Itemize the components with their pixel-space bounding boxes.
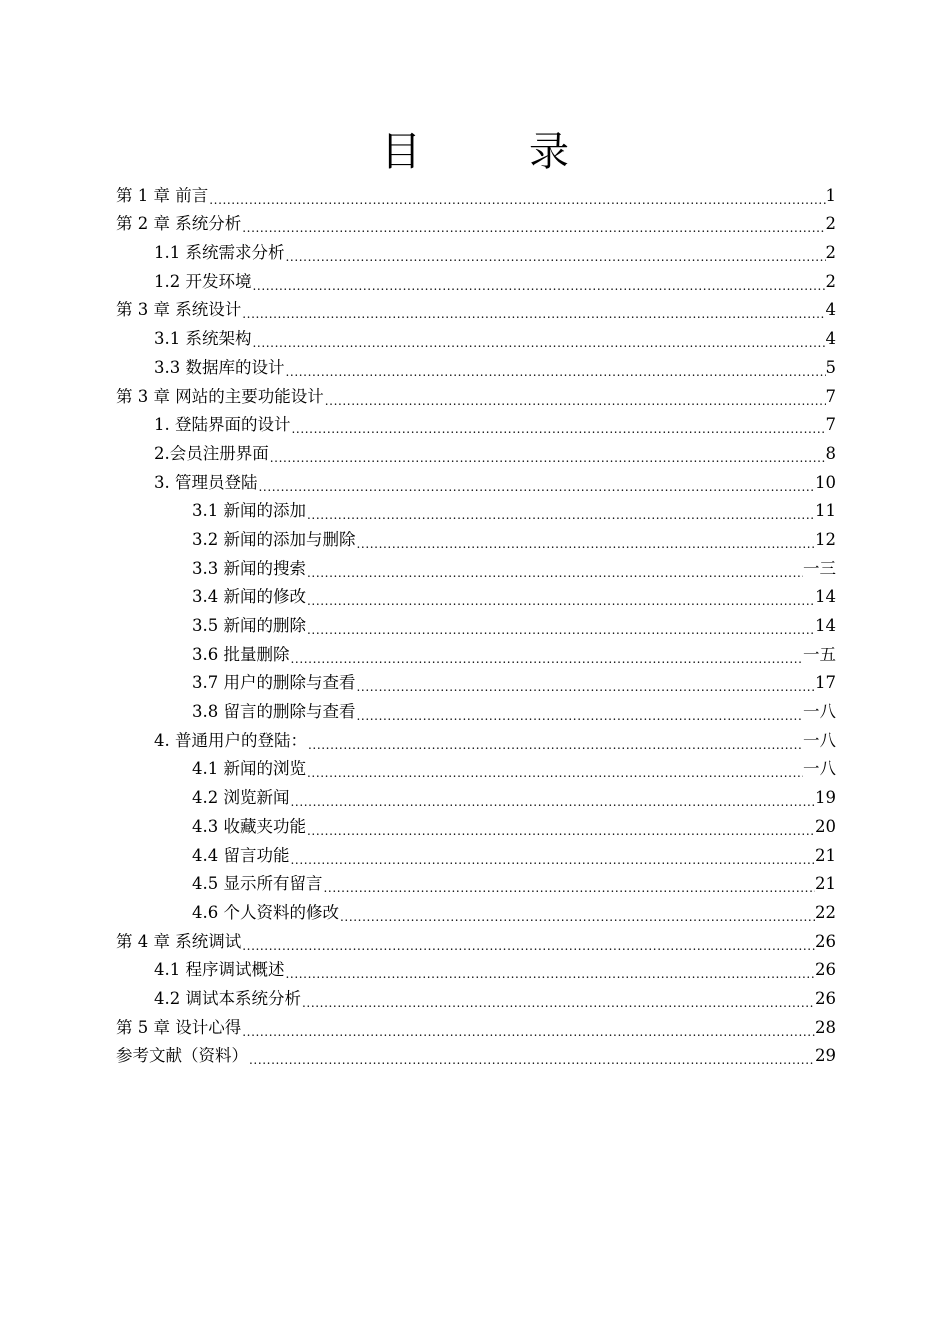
toc-entry[interactable] (116, 841, 836, 870)
toc-dot-leader (248, 1042, 815, 1070)
toc-entry-page-number: 一五 (803, 644, 836, 664)
toc-entry-label: 3.2 新闻的添加与删除 (192, 529, 356, 549)
toc-dot-leader (306, 612, 815, 640)
toc-entry-label: 3.3 新闻的搜索 (192, 558, 306, 578)
toc-dot-leader (258, 469, 816, 497)
toc-dot-leader (356, 698, 804, 726)
toc-entry-label: 4.1 新闻的浏览 (192, 759, 306, 779)
toc-entry-page-number: 8 (825, 443, 836, 463)
toc-entry-label: 4.5 显示所有留言 (192, 874, 323, 894)
toc-entry-page-number: 17 (815, 673, 836, 693)
toc-entry-page-number: 20 (815, 816, 836, 836)
toc-entry-page-number: 21 (815, 845, 836, 865)
toc-entry[interactable] (116, 1013, 836, 1042)
toc-entry-page-number: 一三 (803, 558, 836, 578)
toc-entry-page-number: 21 (815, 874, 836, 894)
toc-entry-label: 3.1 新闻的添加 (192, 501, 306, 521)
toc-entry[interactable] (116, 669, 836, 698)
toc-entry-label: 第 2 章 系统分析 (116, 214, 242, 234)
toc-entry-page-number: 29 (815, 1046, 836, 1066)
toc-entry-page-number: 22 (815, 902, 836, 922)
toc-entry-label: 4. 普通用户的登陆： (154, 730, 307, 750)
toc-dot-leader (306, 755, 803, 783)
toc-entry[interactable] (116, 296, 836, 325)
toc-entry-page-number: 19 (815, 788, 836, 808)
toc-entry[interactable] (116, 382, 836, 411)
toc-entry-label: 4.1 程序调试概述 (154, 960, 285, 980)
toc-entry-page-number: 4 (825, 300, 836, 320)
toc-dot-leader (307, 727, 803, 755)
toc-entry[interactable] (116, 411, 836, 440)
toc-entry-label: 4.4 留言功能 (192, 845, 290, 865)
toc-entry[interactable] (116, 324, 836, 353)
toc-entry[interactable] (116, 927, 836, 956)
toc-entry-label: 4.3 收藏夹功能 (192, 816, 306, 836)
toc-dot-leader (339, 899, 815, 927)
toc-dot-leader (306, 555, 803, 583)
toc-entry[interactable] (116, 611, 836, 640)
toc-dot-leader (285, 354, 826, 382)
toc-entry-label: 第 4 章 系统调试 (116, 931, 242, 951)
toc-entry-label: 3.6 批量删除 (192, 644, 290, 664)
toc-entry[interactable] (116, 497, 836, 526)
toc-entry-label: 第 1 章 前言 (116, 185, 209, 205)
toc-entry-label: 3.5 新闻的删除 (192, 616, 306, 635)
toc-entry-page-number: 26 (815, 960, 836, 980)
toc-entry[interactable] (116, 439, 836, 468)
toc-dot-leader (290, 784, 816, 812)
toc-entry-page-number: 12 (815, 529, 836, 549)
toc-entry[interactable] (116, 898, 836, 927)
toc-entry-page-number: 一八 (803, 759, 836, 779)
toc-entry-label: 1.2 开发环境 (154, 271, 252, 291)
toc-entry[interactable] (116, 984, 836, 1013)
toc-entry[interactable] (116, 812, 836, 841)
toc-entry-label: 第 5 章 设计心得 (116, 1017, 242, 1037)
toc-dot-leader (356, 526, 816, 554)
toc-dot-leader (306, 813, 815, 841)
toc-entry-page-number: 26 (815, 988, 836, 1008)
toc-entry-page-number: 2 (825, 214, 836, 234)
toc-dot-leader (269, 440, 826, 468)
toc-entry-page-number: 11 (815, 501, 836, 521)
toc-entry-label: 3.3 数据库的设计 (154, 357, 285, 377)
toc-entry[interactable] (116, 1042, 836, 1071)
toc-entry-page-number: 28 (815, 1017, 836, 1037)
toc-entry-label: 3.8 留言的删除与查看 (192, 702, 356, 722)
toc-dot-leader (241, 296, 825, 324)
toc-entry-page-number: 26 (815, 931, 836, 951)
toc-entry-label: 4.2 调试本系统分析 (154, 988, 301, 1008)
toc-entry-page-number: 14 (815, 587, 836, 607)
toc-entry-page-number: 7 (825, 415, 836, 435)
toc-entry-label: 参考文献（资料） (116, 1046, 248, 1066)
toc-dot-leader (290, 641, 804, 669)
toc-entry-page-number: 4 (825, 329, 836, 349)
toc-dot-leader (285, 239, 826, 267)
toc-dot-leader (241, 1014, 815, 1042)
toc-entry-page-number: 1 (825, 185, 836, 205)
toc-entry[interactable] (116, 525, 836, 554)
toc-entry[interactable] (116, 697, 836, 726)
toc-entry-label: 3.4 新闻的修改 (192, 587, 306, 607)
toc-entry[interactable] (116, 181, 836, 210)
toc-dot-leader (290, 842, 816, 870)
toc-entry-label: 3.1 系统架构 (154, 329, 252, 349)
toc-entry-page-number: 2 (825, 243, 836, 263)
toc-entry-label: 4.6 个人资料的修改 (192, 902, 339, 922)
toc-entry[interactable] (116, 238, 836, 267)
toc-dot-leader (208, 182, 825, 210)
toc-entry[interactable] (116, 870, 836, 899)
toc-entry[interactable] (116, 554, 836, 583)
toc-entry-page-number: 2 (825, 271, 836, 291)
toc-dot-leader (241, 928, 815, 956)
toc-entry-label: 第 3 章 系统设计 (116, 300, 242, 320)
toc-entry[interactable] (116, 640, 836, 669)
toc-entry-label: 3.7 用户的删除与查看 (192, 673, 356, 693)
toc-entry[interactable] (116, 755, 836, 784)
toc-dot-leader (252, 268, 826, 296)
toc-entry-label: 2.会员注册界面 (154, 443, 269, 463)
toc-entry[interactable] (116, 726, 836, 755)
toc-dot-leader (356, 669, 816, 697)
toc-entry-page-number: 14 (815, 616, 836, 635)
toc-entry-label: 3. 管理员登陆 (154, 472, 258, 492)
toc-dot-leader (252, 325, 826, 353)
toc-entry[interactable] (116, 267, 836, 296)
toc-dot-leader (306, 583, 815, 611)
toc-entry-label: 1.1 系统需求分析 (154, 243, 285, 263)
toc-entry[interactable] (116, 956, 836, 985)
table-of-contents (116, 181, 836, 1070)
toc-entry[interactable] (116, 353, 836, 382)
toc-entry-label: 1. 登陆界面的设计 (154, 415, 291, 435)
toc-dot-leader (323, 870, 816, 898)
toc-entry-page-number: 一八 (803, 730, 836, 750)
toc-entry[interactable] (116, 210, 836, 239)
toc-dot-leader (241, 210, 825, 238)
toc-dot-leader (285, 956, 816, 984)
toc-dot-leader (301, 985, 815, 1013)
toc-entry-page-number: 一八 (803, 702, 836, 722)
toc-title: 目 录 (381, 129, 603, 175)
toc-entry-label: 4.2 浏览新闻 (192, 788, 290, 808)
toc-entry-page-number: 5 (825, 357, 836, 377)
toc-dot-leader (291, 411, 826, 439)
toc-entry-label: 第 3 章 网站的主要功能设计 (116, 386, 324, 406)
toc-dot-leader (324, 383, 826, 411)
toc-entry-page-number: 10 (815, 472, 836, 492)
toc-entry[interactable] (116, 583, 836, 612)
toc-entry[interactable] (116, 783, 836, 812)
toc-entry-page-number: 7 (825, 386, 836, 406)
toc-dot-leader (306, 497, 815, 525)
toc-entry[interactable] (116, 468, 836, 497)
